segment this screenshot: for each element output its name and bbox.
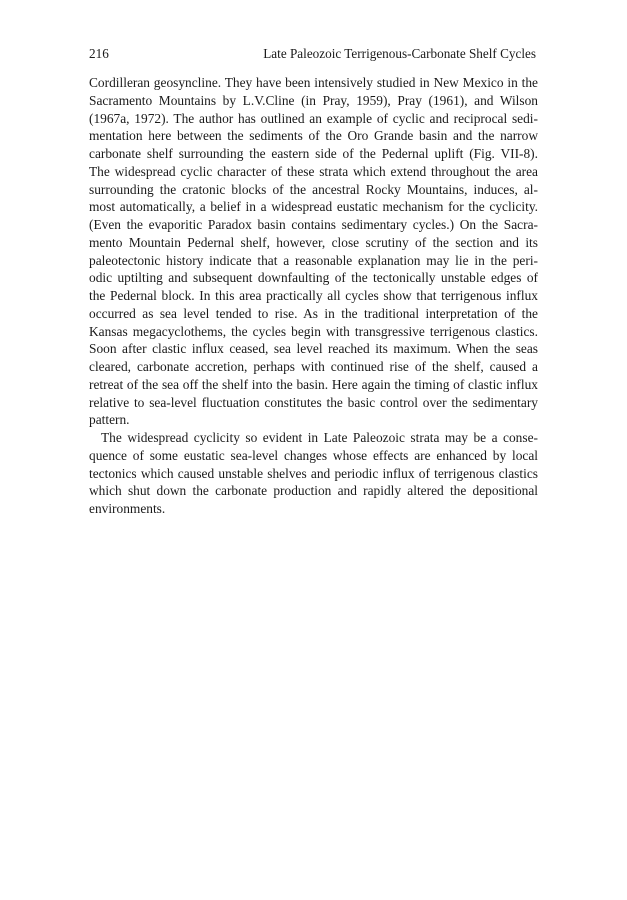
page-header bbox=[89, 45, 536, 63]
text-line: paleotectonic history indicate that a reasonable explanation may lie in the peri- bbox=[89, 252, 538, 268]
text-line: (Even the evaporitic Paradox basin contains sedimentary cycles.) On the Sacra- bbox=[89, 217, 538, 232]
text-line: mentation here between the sediments of the Oro Grande basin and the narrow bbox=[89, 128, 538, 144]
text-line: relative to sea-level fluctuation constitutes the basic control over the sedimentary bbox=[89, 394, 538, 410]
running-title: Late Paleozoic Terrigenous-Carbonate Shelf Cycles bbox=[263, 46, 536, 61]
text-line: surrounding the cratonic blocks of the ancestral Rocky Mountains, induces, al- bbox=[89, 181, 538, 197]
paragraph-2 bbox=[89, 429, 538, 518]
text-line: pattern. bbox=[89, 412, 130, 428]
text-line: Cordilleran geosyncline. They have been intensively studied in New Mexico in the bbox=[89, 75, 538, 90]
text-line: mento Mountain Pedernal shelf, however, close scrutiny of the section and its bbox=[89, 234, 538, 250]
text-line: (1967a, 1972). The author has outlined an example of cyclic and reciprocal sedi- bbox=[89, 110, 538, 126]
text-line: cleared, carbonate accretion, perhaps with continued rise of the shelf, caused a bbox=[89, 359, 538, 374]
text-line: Kansas megacyclothems, the cycles begin with transgressive terrigenous clastics. bbox=[89, 323, 538, 339]
body-text bbox=[89, 74, 538, 518]
text-line: Sacramento Mountains by L.V.Cline (in Pray, 1959), Pray (1961), and Wilson bbox=[89, 92, 538, 108]
text-line: odic uptilting and subsequent downfaulting of the tectonically unstable edges of bbox=[89, 270, 538, 286]
text-line: the Pedernal block. In this area practically all cycles show that terrigenous influx bbox=[89, 288, 538, 303]
text-line: most automatically, a belief in a widespread eustatic mechanism for the cyclicity. bbox=[89, 199, 538, 215]
page-number: 216 bbox=[89, 46, 109, 61]
text-line: quence of some eustatic sea-level changes whose effects are enhanced by local bbox=[89, 447, 538, 463]
text-line: Soon after clastic influx ceased, sea level reached its maximum. When the seas bbox=[89, 341, 538, 357]
text-line: The widespread cyclic character of these strata which extend throughout the area bbox=[89, 163, 538, 179]
text-line: retreat of the sea off the shelf into the basin. Here again the timing of clastic influx bbox=[89, 376, 538, 392]
text-line: tectonics which caused unstable shelves and periodic influx of terrigenous clastics bbox=[89, 465, 538, 481]
text-line: which shut down the carbonate production and rapidly altered the depositional bbox=[89, 483, 538, 499]
paragraph-1 bbox=[89, 74, 538, 429]
text-line: The widespread cyclicity so evident in Late Paleozoic strata may be a conse- bbox=[101, 430, 538, 445]
text-line: environments. bbox=[89, 501, 166, 516]
text-line: occurred as sea level tended to rise. As in the traditional interpretation of the bbox=[89, 305, 538, 321]
text-line: carbonate shelf surrounding the eastern side of the Pedernal uplift (Fig. VII-8). bbox=[89, 146, 538, 161]
